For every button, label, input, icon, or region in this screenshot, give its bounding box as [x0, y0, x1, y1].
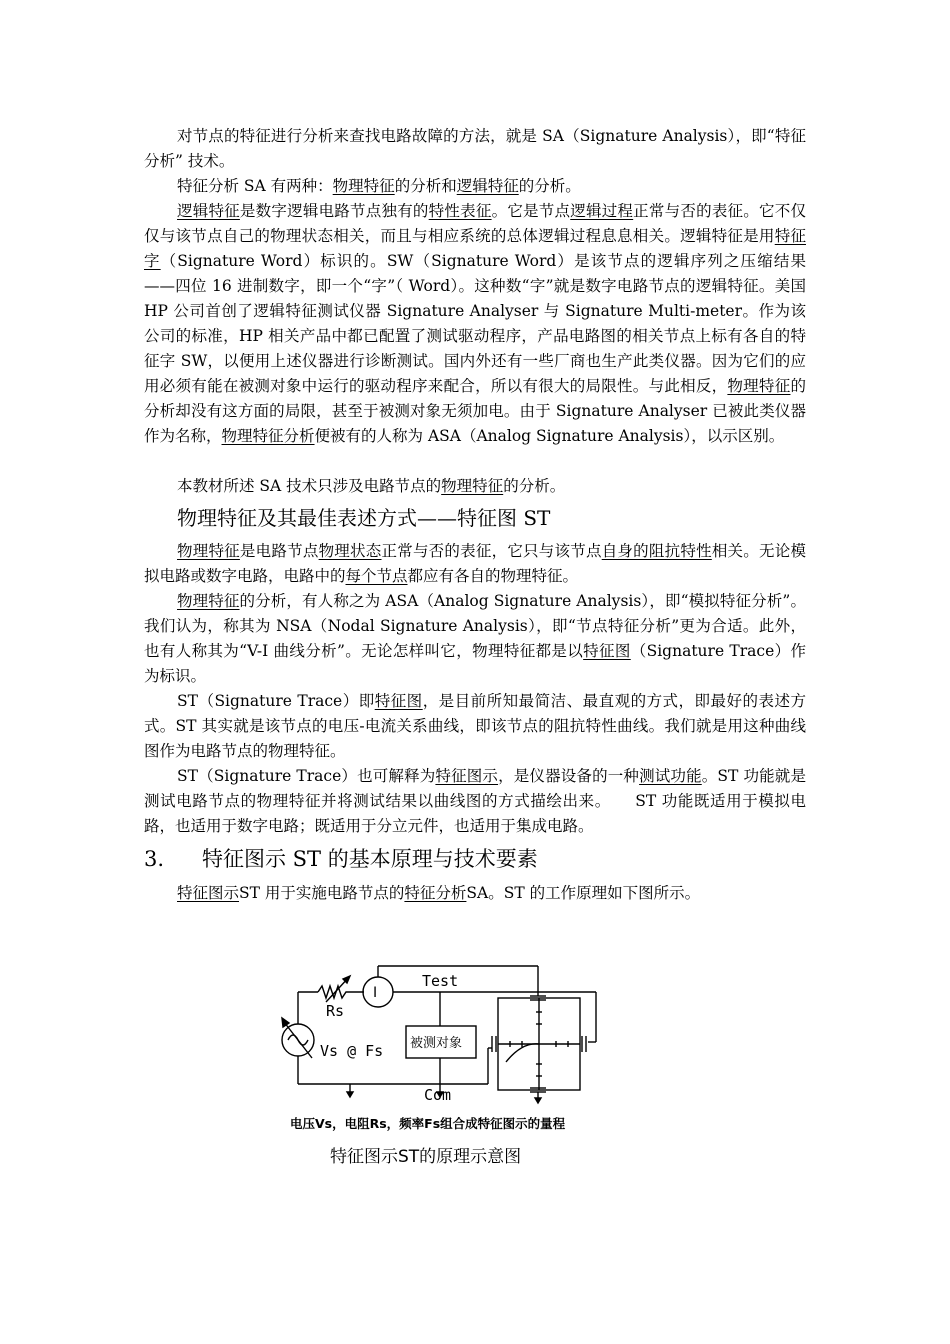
section-title: 特征图示 ST 的基本原理与技术要素	[202, 847, 538, 871]
text: （Signature Word）标识的。SW（Signature Word）是该节点的逻辑序列之压缩结果——四位 16 进制数字，即一个“字”（ Word）。这种数“字”就是数字电路节点的逻辑特征。美国 HP 公司首创了逻辑特征测试仪器 Signature Analyser 与 Signature Multi-meter。作为该公司的标准，HP 相关产品中都已配置了测试驱动程序，产品电路图的相关节点上标有各自的特征字 SW，以便用上述仪器进行诊断测试。国内外还有一些厂商也生产此类仪器。因为它们的应用必须有能在被测对象中运行的驱动程序来配合，所以有很大的局限性。与此相反，	[144, 252, 806, 395]
link-logic-signature[interactable]: 逻辑特征	[456, 177, 519, 195]
link-signature-analysis[interactable]: 特征分析	[404, 884, 467, 902]
text: 相关。无论模拟电路或数字电路，电路中的	[144, 542, 806, 585]
text: ，是目前所知最简洁、最直观的方式，即最好的表述方式。ST 其实就是该节点的电压-电流关系曲线，即该节点的阻抗特性曲线。我们就是用这种曲线图作为电路节点的物理特征。	[144, 692, 806, 760]
text: 是电路节点	[239, 542, 319, 560]
section-heading	[144, 843, 806, 875]
text: SA。ST 的工作原理如下图所示。	[466, 884, 701, 902]
figure-caption: 特征图示ST的原理示意图	[330, 1147, 522, 1167]
com-label: Com	[424, 1086, 452, 1104]
text: ，是仪器设备的一种	[498, 767, 640, 785]
link-physical-signature-analysis[interactable]: 物理特征分析	[221, 427, 315, 445]
text: 正常与否的表征。它不仅仅与该节点自己的物理状态相关，而且与相应系统的总体逻辑过程息息相关。逻辑特征是用	[144, 202, 806, 245]
paragraph-two-types	[144, 174, 806, 199]
text: 本教材所述 SA 技术只涉及电路节点的	[177, 477, 442, 495]
link-logic-process[interactable]: 逻辑过程	[570, 202, 634, 220]
link-each-node[interactable]: 每个节点	[345, 567, 408, 585]
text: 是数字逻辑电路节点独有的	[239, 202, 429, 220]
st-principle-figure	[270, 962, 610, 1182]
text: ST（Signature Trace）也可解释为	[177, 767, 436, 785]
text: 的分析和	[394, 177, 457, 195]
paragraph-physical-signature	[144, 539, 806, 589]
link-physical-signature[interactable]: 物理特征	[177, 592, 240, 610]
link-physical-signature[interactable]: 物理特征	[332, 177, 395, 195]
subheading: 物理特征及其最佳表述方式——特征图 ST	[177, 506, 551, 530]
link-signature-display[interactable]: 特征图示	[177, 884, 240, 902]
link-characteristic[interactable]: 特性表征	[428, 202, 492, 220]
text: 便被有的人称为 ASA（Analog Signature Analysis），以示区别。	[314, 427, 785, 445]
link-logic-signature[interactable]: 逻辑特征	[177, 202, 240, 220]
spacer	[144, 449, 806, 474]
figure-note: 电压Vs，电阻Rs，频率Fs组合成特征图示的量程	[290, 1116, 566, 1131]
paragraph-st-function	[144, 764, 806, 839]
vs-fs-label: Vs @ Fs	[320, 1042, 384, 1060]
link-impedance[interactable]: 自身的阻抗特性	[601, 542, 712, 560]
text: 都应有各自的物理特征。	[407, 567, 579, 585]
circuit-diagram	[270, 962, 610, 1112]
section-number: 3.	[144, 847, 165, 871]
text: 正常与否的表征，它只与该节点	[381, 542, 602, 560]
paragraph-intro: 对节点的特征进行分析来查找电路故障的方法，就是 SA（Signature Analysis），即“特征分析” 技术。	[144, 127, 806, 170]
paragraph-principle	[144, 881, 806, 906]
link-signature-word[interactable]: 特征字	[144, 227, 806, 270]
link-physical-signature[interactable]: 物理特征	[441, 477, 504, 495]
dut-label: 被测对象	[410, 1036, 463, 1051]
text: 的分析却没有这方面的局限，甚至于被测对象无须加电。由于 Signature Analyser 已被此类仪器作为名称，	[144, 377, 806, 445]
link-signature-display[interactable]: 特征图示	[435, 767, 499, 785]
text: 特征分析 SA 有两种：	[177, 177, 333, 195]
text: 。ST 功能就是测试电路节点的物理特征并将测试结果以曲线图的方式描绘出来。 ST 功能既适用于模拟电路，也适用于数字电路；既适用于分立元件，也适用于集成电路。	[144, 767, 806, 835]
paragraph-logic-signature	[144, 199, 806, 449]
link-physical-state[interactable]: 物理状态	[318, 542, 382, 560]
text: 的分析，有人称之为 ASA（Analog Signature Analysis），即“模拟特征分析”。我们认为，称其为 NSA（Nodal Signature Analysis），即“节点特征分析”更为合适。此外，也有人称其为“V-I 曲线分析”。无论怎样叫它，物理特征都是以	[144, 592, 806, 660]
link-signature-trace[interactable]: 特征图	[374, 692, 423, 710]
text: ST 用于实施电路节点的	[239, 884, 405, 902]
paragraph-st	[144, 689, 806, 764]
document-body	[144, 124, 806, 906]
text: （Signature Trace）作为标识。	[144, 642, 806, 685]
link-physical-signature[interactable]: 物理特征	[177, 542, 240, 560]
rs-label: Rs	[326, 1002, 345, 1020]
test-label: Test	[422, 972, 459, 990]
text: 的分析。	[518, 177, 581, 195]
ammeter-label: I	[373, 985, 378, 1001]
text: 的分析。	[503, 477, 566, 495]
link-test-function[interactable]: 测试功能	[639, 767, 702, 785]
paragraph-asa	[144, 589, 806, 689]
paragraph-scope	[144, 474, 806, 499]
text: ST（Signature Trace）即	[177, 692, 375, 710]
link-physical-signature[interactable]: 物理特征	[727, 377, 791, 395]
link-signature-trace[interactable]: 特征图	[583, 642, 631, 660]
text: 。它是节点	[491, 202, 571, 220]
